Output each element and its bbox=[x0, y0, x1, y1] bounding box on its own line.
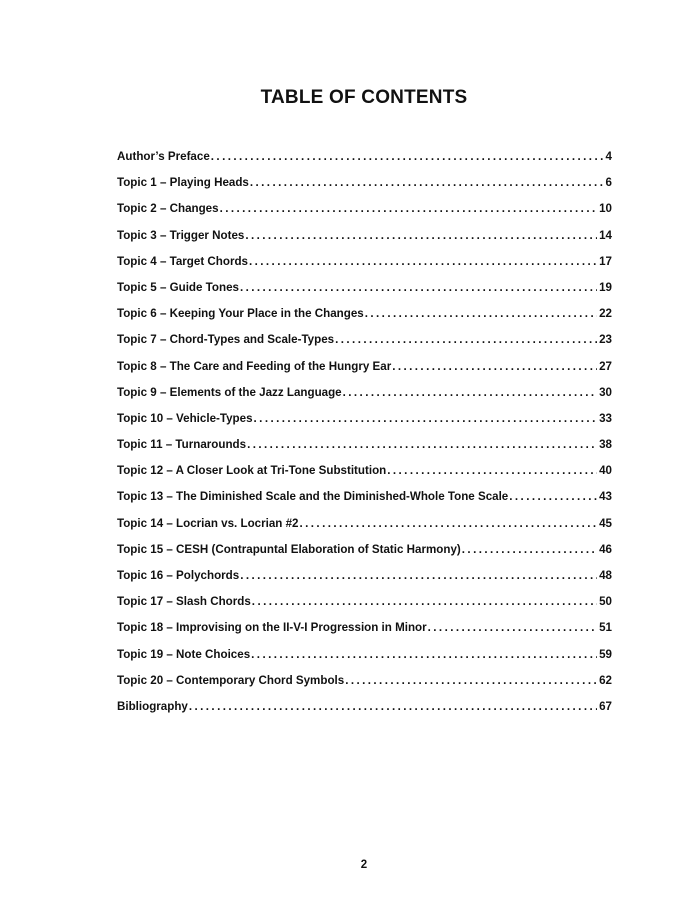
toc-entry-label: Topic 17 – Slash Chords bbox=[117, 595, 251, 609]
dot-leader bbox=[220, 202, 598, 215]
dot-leader bbox=[189, 700, 597, 713]
toc-entry-label: Topic 3 – Trigger Notes bbox=[117, 228, 245, 242]
toc-entry bbox=[117, 517, 612, 543]
toc-entry-page: 10 bbox=[599, 202, 612, 216]
toc-entry-page: 45 bbox=[599, 516, 612, 530]
dot-leader bbox=[254, 412, 598, 425]
toc-entry bbox=[117, 621, 612, 647]
toc-entry-page: 27 bbox=[599, 359, 612, 373]
toc-entry bbox=[117, 360, 612, 386]
toc-entry-page: 4 bbox=[605, 150, 612, 163]
toc-entry bbox=[117, 176, 612, 202]
toc-entry-page: 50 bbox=[599, 595, 612, 609]
toc-entry bbox=[117, 648, 612, 674]
dot-leader bbox=[509, 490, 597, 503]
toc-entry bbox=[117, 543, 612, 569]
toc-entry-page: 14 bbox=[599, 228, 612, 242]
page-number: 2 bbox=[360, 859, 368, 871]
dot-leader bbox=[343, 386, 597, 399]
toc-entry-page: 40 bbox=[599, 464, 612, 478]
toc-entry bbox=[117, 490, 612, 516]
dot-leader bbox=[462, 543, 597, 556]
toc-entry-label: Topic 14 – Locrian vs. Locrian #2 bbox=[117, 516, 299, 530]
toc-entry-page: 33 bbox=[599, 411, 612, 425]
toc-entry-page: 48 bbox=[599, 569, 612, 582]
toc-entry-label: Topic 13 – The Diminished Scale and the Diminished-Whole Tone Scale bbox=[117, 490, 509, 504]
dot-leader bbox=[249, 255, 597, 268]
dot-leader bbox=[252, 595, 597, 608]
toc-entry-label: Author’s Preface bbox=[117, 150, 210, 163]
dot-leader bbox=[211, 150, 604, 163]
toc-entry-label: Topic 11 – Turnarounds bbox=[117, 438, 247, 452]
toc-entry-page: 59 bbox=[599, 647, 612, 661]
toc-entry bbox=[117, 333, 612, 359]
dot-leader bbox=[300, 517, 598, 530]
toc-entry-page: 17 bbox=[599, 254, 612, 268]
toc-entry bbox=[117, 438, 612, 464]
dot-leader bbox=[387, 464, 597, 477]
toc-entry-label: Topic 15 – CESH (Contrapuntal Elaboration of Static Harmony) bbox=[117, 542, 461, 556]
toc-entry-label: Topic 1 – Playing Heads bbox=[117, 176, 249, 190]
dot-leader bbox=[240, 281, 597, 294]
toc-entry bbox=[117, 281, 612, 307]
dot-leader bbox=[428, 621, 597, 634]
toc-entry bbox=[117, 386, 612, 412]
page-title: TABLE OF CONTENTS bbox=[260, 87, 468, 108]
toc-entry-label: Topic 18 – Improvising on the II-V-I Progression in Minor bbox=[117, 621, 427, 635]
dot-leader bbox=[247, 438, 597, 451]
toc-entry-page: 19 bbox=[599, 280, 612, 294]
toc-entry-label: Topic 10 – Vehicle-Types bbox=[117, 411, 253, 425]
dot-leader bbox=[251, 648, 597, 661]
toc-entry-label: Topic 9 – Elements of the Jazz Language bbox=[117, 385, 342, 399]
toc-entry bbox=[117, 700, 612, 726]
toc-entry-label: Topic 5 – Guide Tones bbox=[117, 280, 239, 294]
toc-entry bbox=[117, 569, 612, 595]
toc-entry-page: 30 bbox=[599, 385, 612, 399]
toc-entry-page: 38 bbox=[599, 438, 612, 452]
toc-entry-page: 51 bbox=[599, 621, 612, 635]
toc-entry-page: 22 bbox=[599, 307, 612, 321]
toc-entry-page: 43 bbox=[599, 490, 612, 504]
toc-entry-label: Topic 6 – Keeping Your Place in the Changes bbox=[117, 307, 364, 321]
dot-leader bbox=[392, 360, 597, 373]
toc-entry-page: 23 bbox=[599, 333, 612, 347]
dot-leader bbox=[335, 333, 597, 346]
toc-entry-label: Topic 4 – Target Chords bbox=[117, 254, 248, 268]
toc-entry bbox=[117, 412, 612, 438]
toc-entry-label: Topic 19 – Note Choices bbox=[117, 647, 251, 661]
toc-entry bbox=[117, 255, 612, 281]
toc-entry bbox=[117, 674, 612, 700]
dot-leader bbox=[345, 674, 597, 687]
toc-entry bbox=[117, 229, 612, 255]
toc-entry-label: Topic 7 – Chord-Types and Scale-Types bbox=[117, 333, 335, 347]
toc-entry bbox=[117, 150, 612, 176]
toc-entry bbox=[117, 307, 612, 333]
toc-entry-label: Topic 20 – Contemporary Chord Symbols bbox=[117, 673, 345, 687]
toc-entry-label: Bibliography bbox=[117, 699, 188, 713]
toc-entry bbox=[117, 464, 612, 490]
dot-leader bbox=[365, 307, 597, 320]
toc-entry-label: Topic 8 – The Care and Feeding of the Hungry Ear bbox=[117, 359, 392, 373]
toc-entry-label: Topic 2 – Changes bbox=[117, 202, 219, 216]
toc-entry-page: 62 bbox=[599, 673, 612, 687]
toc-entry-label: Topic 12 – A Closer Look at Tri-Tone Substitution bbox=[117, 464, 387, 478]
toc-entry bbox=[117, 595, 612, 621]
dot-leader bbox=[245, 229, 597, 242]
toc-entry-page: 67 bbox=[599, 699, 612, 713]
toc-entry-page: 46 bbox=[599, 542, 612, 556]
toc-entry-label: Topic 16 – Polychords bbox=[117, 569, 240, 582]
toc-entry-page: 6 bbox=[605, 176, 612, 190]
dot-leader bbox=[250, 176, 604, 189]
dot-leader bbox=[240, 569, 597, 582]
table-of-contents bbox=[117, 150, 612, 726]
toc-entry bbox=[117, 202, 612, 228]
